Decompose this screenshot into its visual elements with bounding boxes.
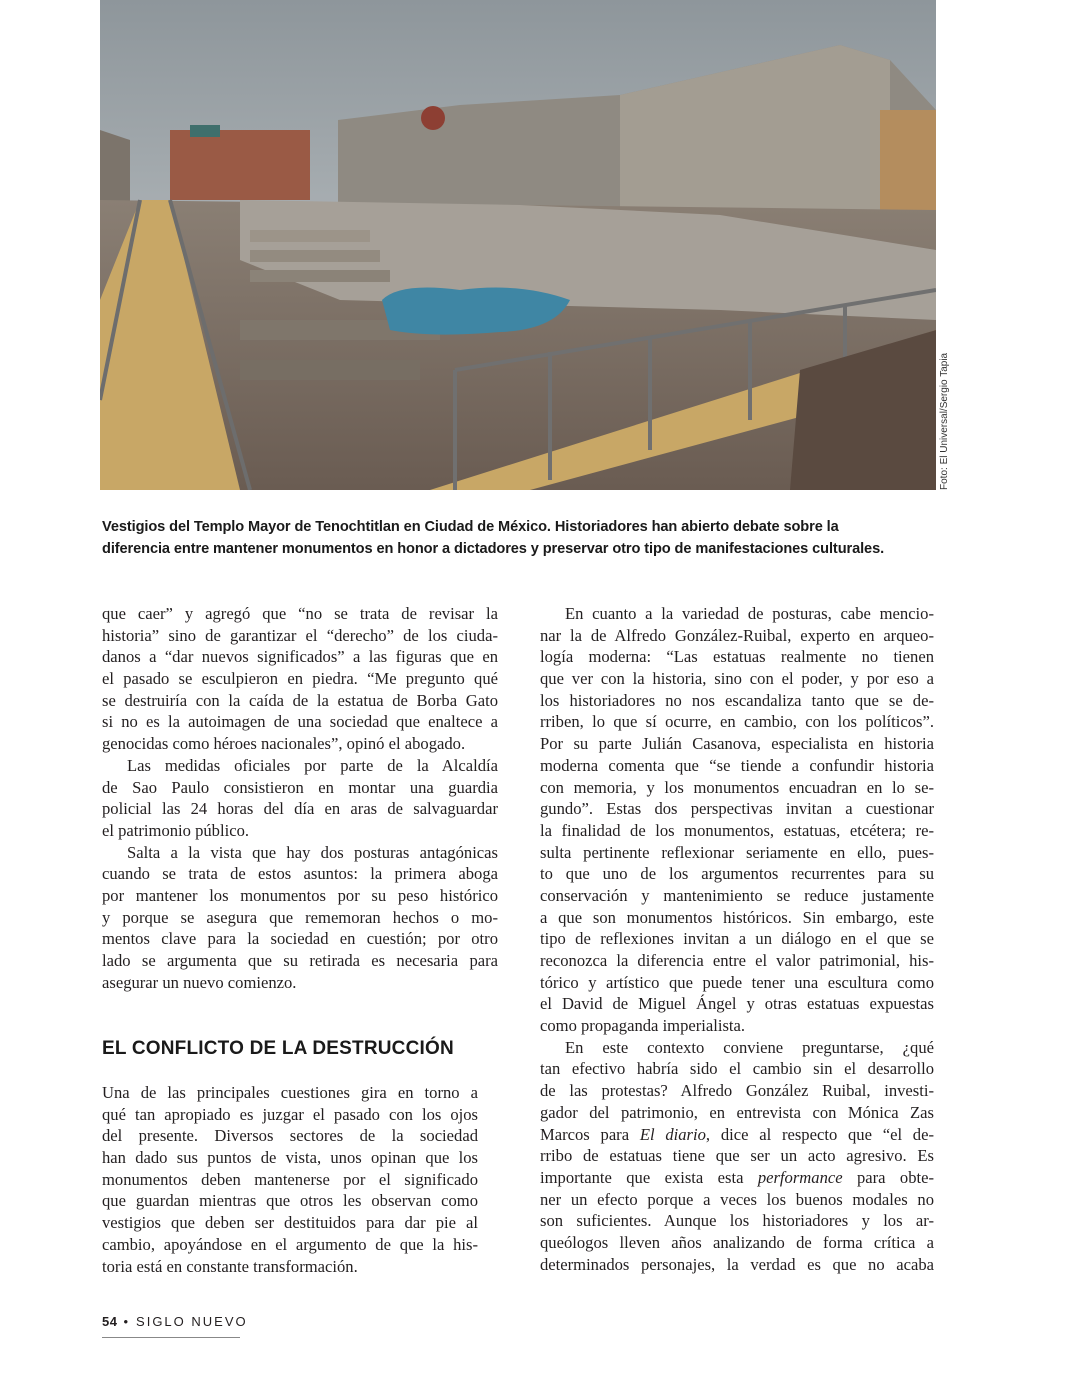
text-line: los historiadores no nos escandaliza tanto que se de- bbox=[540, 690, 934, 710]
left-column-bottom bbox=[102, 1082, 478, 1277]
text-line: mentos clave para la sociedad en cuestión; por otro bbox=[102, 929, 498, 949]
text-line: de Sao Paulo consistieron en montar una guardia bbox=[102, 777, 498, 797]
publication-title: El diario bbox=[639, 1124, 706, 1144]
photo-credit: Foto: El Universal/Sergio Tapia bbox=[939, 352, 950, 490]
text-line bbox=[540, 1167, 934, 1189]
text-line: toria está en constante transformación. bbox=[102, 1256, 358, 1276]
text-line: han dado sus puntos de vista, unos opinan que los bbox=[102, 1148, 478, 1168]
photo-caption bbox=[102, 516, 938, 560]
text-line: vestigios que deben ser destituidos para dar pie al bbox=[102, 1213, 478, 1233]
text-line: se destruiría con la caída de la estatua de Borba Gato bbox=[102, 690, 498, 710]
text-line: to que uno de los argumentos recurrentes para su bbox=[540, 864, 934, 884]
caption-line: diferencia entre mantener monumentos en honor a dictadores y preservar otro tipo de manifestaciones culturales. bbox=[102, 541, 885, 557]
footer-rule bbox=[102, 1337, 240, 1338]
text-line: logía moderna: “Las estatuas realmente no tienen bbox=[540, 647, 934, 667]
text-line: Una de las principales cuestiones gira en torno a bbox=[102, 1083, 478, 1102]
text-line: el patrimonio público. bbox=[102, 820, 250, 840]
text-line: conservación y mantenimiento se reduce justamente bbox=[540, 885, 934, 905]
text-run: Marcos para bbox=[540, 1124, 640, 1144]
text-line: que caer” y agregó que “no se trata de revisar la bbox=[102, 604, 498, 623]
text-line: monumentos deben mantenerse por el significado bbox=[102, 1169, 478, 1189]
text-line: gador del patrimonio, en entrevista con Mónica Zas bbox=[540, 1102, 934, 1122]
text-line: En este contexto conviene preguntarse, ¿qué bbox=[565, 1037, 934, 1057]
bullet-separator: • bbox=[123, 1314, 131, 1329]
text-line: que guardan mientras que otros les observan como bbox=[102, 1191, 478, 1211]
text-line: cambio, apoyándose en el argumento de que la his- bbox=[102, 1234, 478, 1254]
left-column-top bbox=[102, 603, 498, 993]
text-run: para obte- bbox=[842, 1167, 934, 1187]
text-line: Las medidas oficiales por parte de la Alcaldía bbox=[127, 755, 498, 775]
text-line: con memoria, y los monumentos encuadran en lo se- bbox=[540, 777, 934, 797]
section-heading: EL CONFLICTO DE LA DESTRUCCIÓN bbox=[102, 1038, 454, 1059]
text-line: cuando se trata de estos asuntos: la primera aboga bbox=[102, 864, 498, 884]
templo-mayor-photo bbox=[100, 0, 936, 490]
article-photo bbox=[100, 0, 936, 490]
page-footer bbox=[102, 1314, 248, 1329]
text-line: genocidas como héroes nacionales”, opinó el abogado. bbox=[102, 734, 466, 754]
text-line: determinados personajes, la verdad es que no acaba bbox=[540, 1254, 934, 1274]
text-line: como propaganda imperialista. bbox=[540, 1016, 746, 1036]
text-line: si no es la autoimagen de una sociedad que enaltece a bbox=[102, 712, 498, 732]
text-line: rribo de estatuas tiene que ser un acto agresivo. Es bbox=[540, 1146, 934, 1166]
text-line: del presente. Diversos sectores de la sociedad bbox=[102, 1126, 478, 1146]
text-line: queólogos lleven años analizando de forma crítica a bbox=[540, 1232, 934, 1252]
text-line: Salta a la vista que hay dos posturas antagónicas bbox=[127, 842, 498, 862]
text-line: son suficientes. Aunque los historiadores y los ar- bbox=[540, 1211, 934, 1231]
text-line: qué tan apropiado es juzgar el pasado con los ojos bbox=[102, 1104, 478, 1124]
magazine-name: SIGLO NUEVO bbox=[136, 1314, 248, 1329]
text-line: el David de Miguel Ángel y otras estatuas expuestas bbox=[540, 994, 934, 1014]
text-line: nar la de Alfredo González-Ruibal, experto en arqueo- bbox=[540, 625, 934, 645]
text-line: En cuanto a la variedad de posturas, cabe mencio- bbox=[565, 604, 934, 623]
text-line: tórico y artístico que puede tener una escultura como bbox=[540, 972, 934, 992]
text-line: reconozca la diferencia entre el valor patrimonial, his- bbox=[540, 951, 934, 970]
text-line: tipo de reflexiones invitan a un diálogo en el que se bbox=[540, 929, 934, 949]
text-line bbox=[540, 1124, 934, 1146]
text-line: tan efectivo habría sido el cambio sin el desarrollo bbox=[540, 1059, 934, 1079]
caption-line: Vestigios del Templo Mayor de Tenochtitlan en Ciudad de México. Historiadores han abierto debate sobre la bbox=[102, 519, 839, 535]
text-line: la finalidad de los monumentos, estatuas, etcétera; re- bbox=[540, 820, 934, 840]
text-line: historia” sino de garantizar el “derecho” de los ciuda- bbox=[102, 625, 498, 645]
right-column bbox=[540, 603, 934, 1275]
emphasis: performance bbox=[757, 1167, 843, 1187]
text-line: sulta pertinente reflexionar seriamente en ello, pues- bbox=[540, 842, 934, 862]
text-line: de las protestas? Alfredo González Ruibal, investi- bbox=[540, 1081, 934, 1101]
page-number: 54 bbox=[102, 1314, 118, 1329]
text-line: gundo”. Estas dos perspectivas invitan a cuestionar bbox=[540, 799, 934, 819]
text-line: lado se argumenta que su retirada es necesaria para bbox=[102, 951, 498, 970]
text-line: moderna comenta que “se tiende a confundir historia bbox=[540, 755, 934, 775]
text-run: , dice al respecto que “el de- bbox=[705, 1124, 934, 1144]
text-line: danos a “dar nuevos significados” a las figuras que en bbox=[102, 647, 498, 667]
text-line: policial las 24 horas del día en aras de salvaguardar bbox=[102, 799, 498, 819]
text-line: y porque se asegura que rememoran hechos o mo- bbox=[102, 907, 498, 927]
text-run: importante que exista esta bbox=[540, 1167, 758, 1187]
text-line: Por su parte Julián Casanova, especialista en historia bbox=[540, 734, 934, 754]
text-line: por mantener los monumentos por su peso histórico bbox=[102, 885, 498, 905]
text-line: ner un efecto porque a veces los buenos modales no bbox=[540, 1189, 934, 1209]
text-line: asegurar un nuevo comienzo. bbox=[102, 972, 297, 992]
text-line: rriben, lo que sí ocurre, en cambio, con los políticos”. bbox=[540, 712, 934, 732]
text-line: que ver con la historia, sino con el poder, y por eso a bbox=[540, 669, 934, 689]
text-line: a que son monumentos históricos. Sin embargo, este bbox=[540, 907, 934, 927]
text-line: el pasado se esculpieron en piedra. “Me pregunto qué bbox=[102, 669, 498, 689]
